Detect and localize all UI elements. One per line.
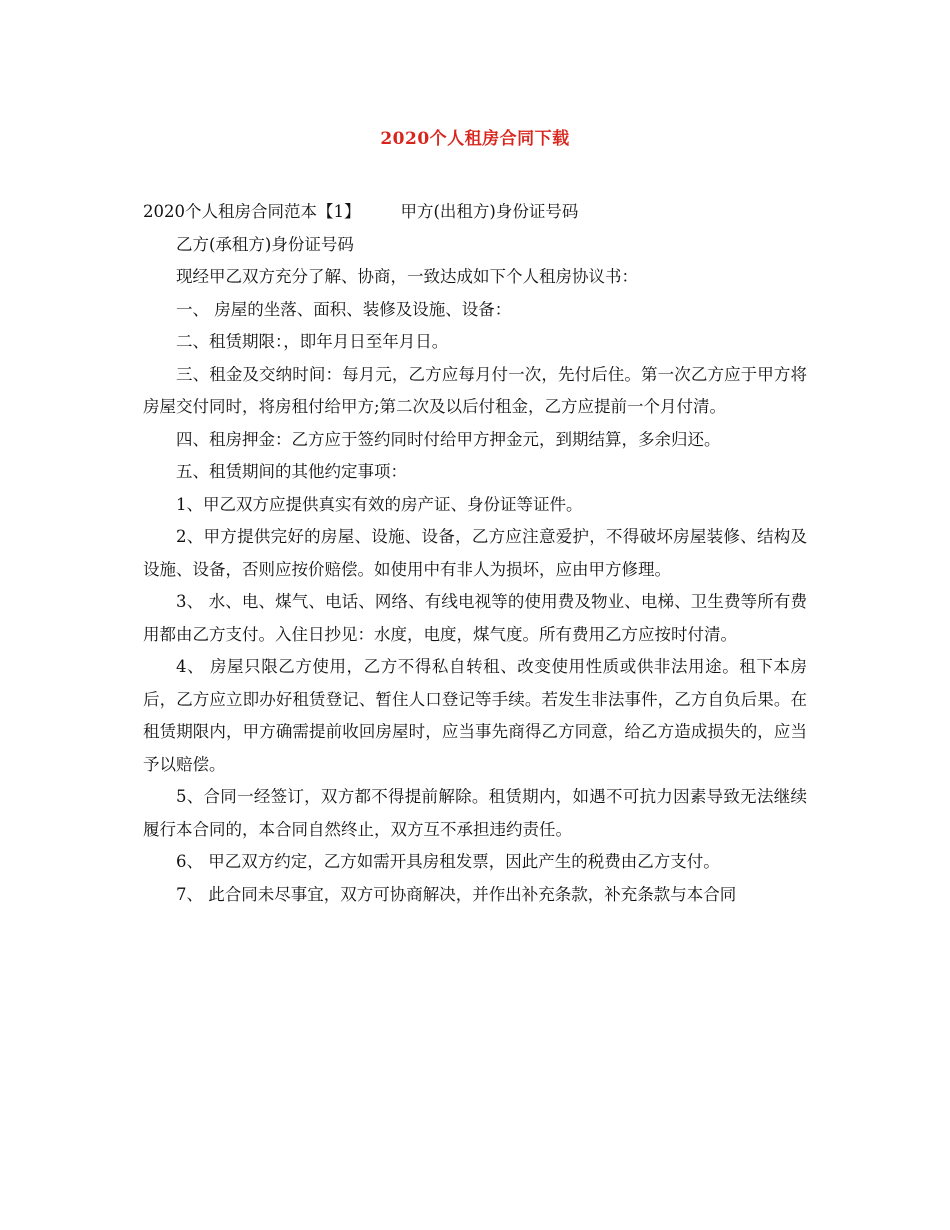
paragraph-agreement-intro: 现经甲乙双方充分了解、协商，一致达成如下个人租房协议书： [176,267,638,286]
contract-heading: 2020个人租房合同范本【1】 [143,202,361,221]
first-line [143,196,807,229]
paragraph-item-1: 1、甲乙双方应提供真实有效的房产证、身份证等证件。 [176,494,583,514]
paragraph-clause-1: 一、 房屋的坐落、面积、装修及设施、设备： [176,299,512,319]
paragraph-item-4: 4、 房屋只限乙方使用，乙方不得私自转租、改变使用性质或供非法用途。租下本房后，乙方应立即办好租赁登记、暂住人口登记等手续。若发生非法事件，乙方自负后果。在租赁期限内，甲方确需提前收回房屋时，应当事先商得乙方同意，给乙方造成损失的，应当予以赔偿。 [143,657,807,774]
paragraph-clause-4: 四、租房押金：乙方应于签约同时付给甲方押金元，到期结算，多余归还。 [176,429,721,449]
party-a-id-label: 甲方(出租方)身份证号码 [400,202,579,221]
document-title: 2020个人租房合同下载 [380,129,570,149]
document-body [143,196,807,911]
paragraph-clause-2: 二、租赁期限：，即年月日至年月日。 [176,332,449,351]
paragraph-item-7: 7、 此合同未尽事宜，双方可协商解决，并作出补充条款，补充条款与本合同 [176,884,737,904]
paragraph-item-6: 6、 甲乙双方约定，乙方如需开具房租发票，因此产生的税费由乙方支付。 [176,852,720,871]
paragraph-item-5: 5、合同一经签订，双方都不得提前解除。租赁期内，如遇不可抗力因素导致无法继续履行本合同的，本合同自然终止，双方互不承担违约责任。 [143,787,807,839]
paragraph-party-b-id: 乙方(承租方)身份证号码 [176,234,354,254]
paragraph-item-2: 2、甲方提供完好的房屋、设施、设备，乙方应注意爱护，不得破坏房屋装修、结构及设施、设备，否则应按价赔偿。如使用中有非人为损坏，应由甲方修理。 [143,527,807,579]
paragraph-clause-5: 五、租赁期间的其他约定事项： [176,462,407,481]
paragraph-clause-3: 三、租金及交纳时间：每月元，乙方应每月付一次，先付后住。第一次乙方应于甲方将房屋交付同时，将房租付给甲方;第二次及以后付租金，乙方应提前一个月付清。 [143,364,807,416]
paragraph-item-3: 3、 水、电、煤气、电话、网络、有线电视等的使用费及物业、电梯、卫生费等所有费用都由乙方支付。入住日抄见：水度，电度，煤气度。所有费用乙方应按时付清。 [143,592,807,644]
